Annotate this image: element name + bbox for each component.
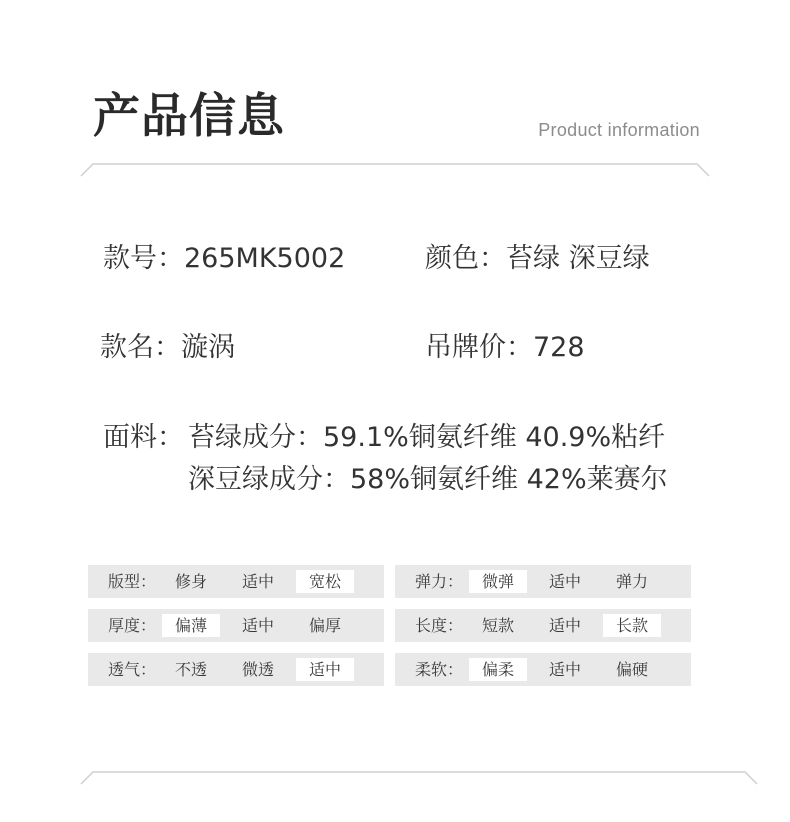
style-number-row — [103, 242, 345, 276]
spec-label: 厚度： — [108, 616, 157, 635]
spec-option: 短款 — [481, 616, 514, 635]
spec-option-selected: 宽松 — [296, 570, 354, 593]
spec-option-selected: 偏柔 — [469, 658, 527, 681]
spec-option-selected: 微弹 — [469, 570, 527, 593]
spec-option: 适中 — [548, 616, 581, 635]
spec-cell — [395, 609, 691, 642]
color-value: 苔绿 深豆绿 — [506, 243, 650, 274]
spec-cell — [88, 653, 384, 686]
spec-option: 适中 — [241, 616, 274, 635]
spec-option-selected: 偏薄 — [162, 614, 220, 637]
page-title: 产品信息 — [93, 89, 285, 144]
spec-option: 偏硬 — [615, 660, 648, 679]
spec-label: 版型： — [108, 572, 157, 591]
spec-label: 透气： — [108, 660, 157, 679]
spec-label: 弹力： — [415, 572, 464, 591]
fabric-line-2: 深豆绿成分：58%铜氨纤维 42%莱赛尔 — [188, 464, 668, 495]
fabric-line-1: 苔绿成分：59.1%铜氨纤维 40.9%粘纤 — [188, 422, 666, 453]
style-number-label: 款号： — [103, 243, 184, 274]
spec-option-selected: 长款 — [603, 614, 661, 637]
style-name-row — [100, 331, 235, 365]
spec-label: 长度： — [415, 616, 464, 635]
page-subtitle: Product information — [538, 120, 700, 140]
spec-cell — [88, 609, 384, 642]
spec-option: 适中 — [548, 572, 581, 591]
color-row — [425, 242, 650, 276]
spec-option: 适中 — [241, 572, 274, 591]
price-value: 728 — [533, 332, 585, 363]
spec-option: 适中 — [548, 660, 581, 679]
spec-cell — [395, 565, 691, 598]
style-name-value: 漩涡 — [181, 332, 235, 363]
top-divider — [80, 163, 710, 177]
style-name-label: 款名： — [100, 332, 181, 363]
spec-cell — [88, 565, 384, 598]
price-label: 吊牌价： — [425, 332, 533, 363]
price-row — [425, 331, 585, 365]
color-label: 颜色： — [425, 243, 506, 274]
spec-option: 不透 — [174, 660, 207, 679]
spec-option: 微透 — [241, 660, 274, 679]
spec-option: 弹力 — [615, 572, 648, 591]
spec-option: 偏厚 — [308, 616, 341, 635]
spec-label: 柔软： — [415, 660, 464, 679]
spec-cell — [395, 653, 691, 686]
spec-option: 修身 — [174, 572, 207, 591]
bottom-divider — [80, 771, 758, 785]
style-number-value: 265MK5002 — [184, 243, 346, 274]
spec-option-selected: 适中 — [296, 658, 354, 681]
fabric-label: 面料： — [103, 422, 184, 453]
